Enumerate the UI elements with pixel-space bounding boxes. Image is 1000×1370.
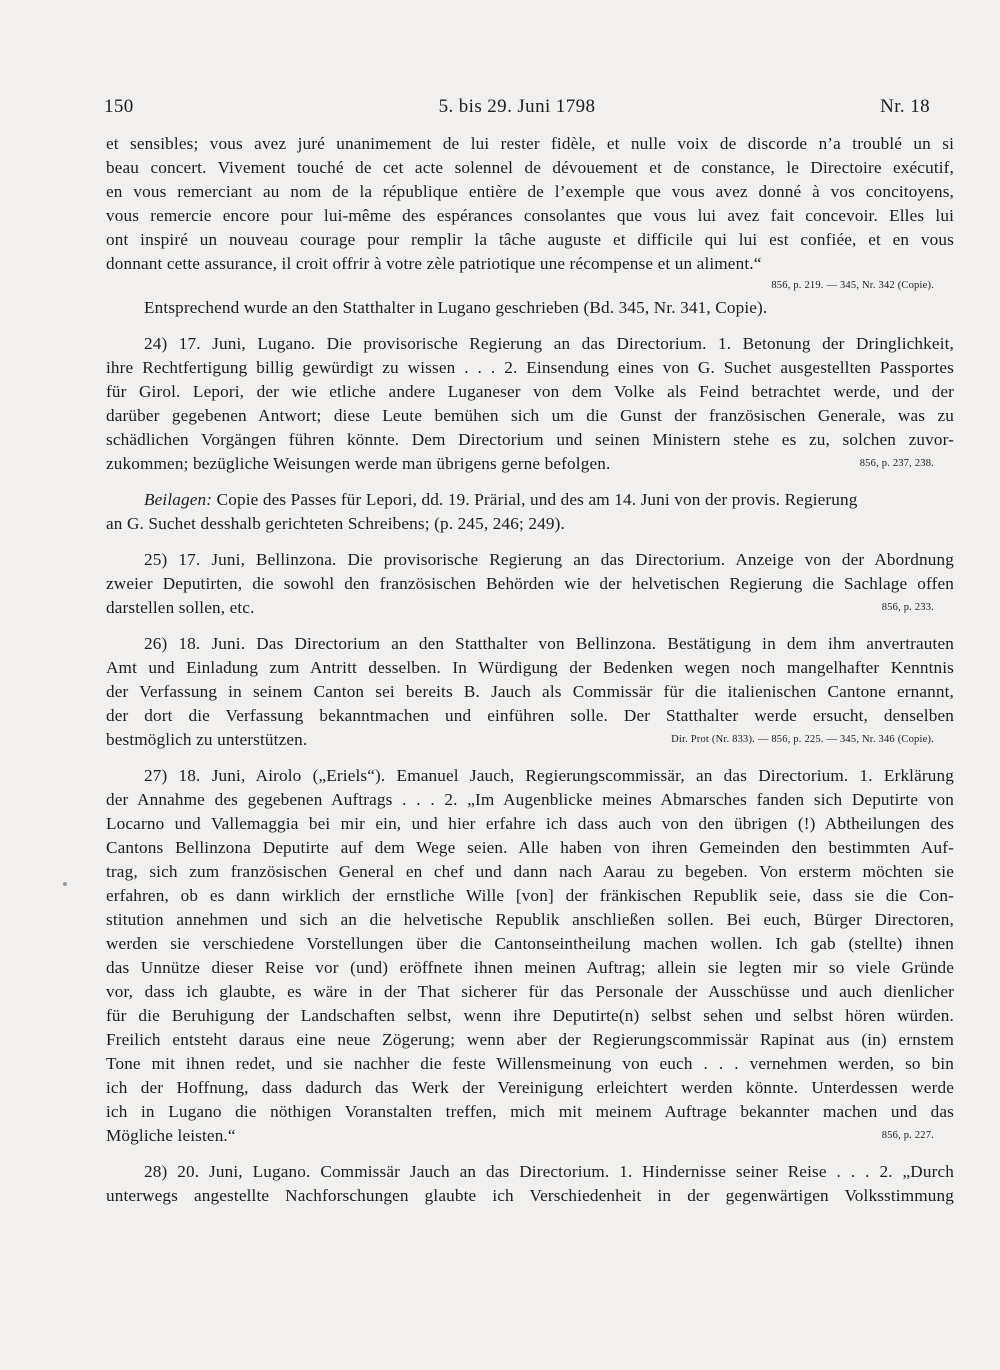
text-line: vous remercie encore pour lui-même des espérances consolantes que vous lui avez fait concevoir. Elles lui xyxy=(106,206,954,225)
text-line: 24) 17. Juni, Lugano. Die provisorische Regierung an das Directorium. 1. Betonung der Dringlichkeit, xyxy=(144,334,954,353)
text-line: ont inspiré un nouveau courage pour remplir la tâche auguste et difficile qui lui est confiée, et en vous xyxy=(106,230,954,249)
text-line: Copie des Passes für Lepori, dd. 19. Prärial, und des am 14. Juni von der provis. Regierung xyxy=(216,490,858,509)
text-line: Locarno und Vallemaggia bei mir ein, und hier erfahre ich dass auch von den übrigen (!) Abtheilungen des xyxy=(106,814,954,833)
text-line: beau concert. Vivement touché de cet acte solennel de dévouement et de constance, le Directoire exécutif, xyxy=(106,158,954,177)
text-line: 26) 18. Juni. Das Directorium an den Statthalter von Bellinzona. Bestätigung in dem ihm anvertrauten xyxy=(144,634,954,653)
text-line: der Verfassung in seinem Canton sei bereits B. Jauch als Commissär für die italienischen Cantone ernannt, xyxy=(106,682,954,701)
text-line-with-ref xyxy=(106,596,954,620)
source-reference: Dir. Prot (Nr. 833). — 856, p. 225. — 345, Nr. 346 (Copie). xyxy=(671,734,934,745)
paragraph-note xyxy=(106,296,954,320)
text-line: unterwegs angestellte Nachforschungen glaubte ich Verschiedenheit in der gegenwärtigen Volksstimmung xyxy=(106,1186,954,1205)
text-line: Tone mit ihnen redet, und sie nachher die feste Willensmeinung von euch . . . vernehmen werden, so bin xyxy=(106,1054,954,1073)
source-reference: 856, p. 227. xyxy=(881,1130,934,1141)
margin-speck xyxy=(63,882,67,886)
section-number: Nr. 18 xyxy=(880,96,930,117)
text-line: an G. Suchet desshalb gerichteten Schreibens; (p. 245, 246; 249). xyxy=(106,514,565,533)
text-line: erfahren, ob es dann wirklich der ernstliche Wille [von] der fränkischen Republik seie, dass sie die Con- xyxy=(106,886,954,905)
entry-24 xyxy=(106,332,954,476)
source-reference: 856, p. 237, 238. xyxy=(859,458,934,469)
page-body xyxy=(106,132,954,1208)
beilagen-label: Beilagen: xyxy=(144,490,213,509)
text-line-with-ref xyxy=(106,728,954,752)
text-line: darstellen sollen, etc. xyxy=(106,598,255,617)
entry-28 xyxy=(106,1160,954,1208)
running-head xyxy=(104,96,930,126)
paragraph-quote-continuation xyxy=(106,132,954,296)
text-line: 27) 18. Juni, Airolo („Eriels“). Emanuel Jauch, Regierungscommissär, an das Directorium. 1. Erklärung xyxy=(144,766,954,785)
text-line: bestmöglich zu unterstützen. xyxy=(106,730,308,749)
text-line: stitution annehmen und sich an die helvetische Republik anschließen sollen. Bei euch, Bürger Directoren, xyxy=(106,910,954,929)
text-line: zweier Deputirten, die sowohl den französischen Behörden wie der helvetischen Regierung die Sachlage offen xyxy=(106,574,954,593)
entry-26 xyxy=(106,632,954,752)
text-line: 25) 17. Juni, Bellinzona. Die provisorische Regierung an das Directorium. Anzeige von der Abordnung xyxy=(144,550,954,569)
text-line: für die Beruhigung der Landschaften selbst, wenn ihre Deputirte(n) selbst sehen und selbst hören würden. xyxy=(106,1006,954,1025)
text-line: ich in Lugano die nöthigen Voranstalten treffen, mich mit meinem Auftrage bekannter machen und das xyxy=(106,1102,954,1121)
page-number: 150 xyxy=(104,96,134,117)
text-line: für Girol. Lepori, der wie etliche andere Luganeser von dem Volke als Feind betrachtet werde, und der xyxy=(106,382,954,401)
text-line-with-ref xyxy=(106,452,954,476)
text-line: der Annahme des gegebenen Auftrags . . . 2. „Im Augenblicke meines Abmarsches fanden sich Deputirte von xyxy=(106,790,954,809)
running-title: 5. bis 29. Juni 1798 xyxy=(438,96,596,117)
text-line: zukommen; bezügliche Weisungen werde man übrigens gerne befolgen. xyxy=(106,454,611,473)
text-line: Entsprechend wurde an den Statthalter in Lugano geschrieben (Bd. 345, Nr. 341, Copie). xyxy=(144,298,768,317)
text-line: en vous remerciant au nom de la république entière de l’exemple que vous avez donné à vos concitoyens, xyxy=(106,182,954,201)
text-line: Freilich entsteht daraus eine neue Zögerung; wenn aber der Regierungscommissär Rapinat aus (in) ernstem xyxy=(106,1030,954,1049)
text-line: das Unnütze dieser Reise vor (und) eröffnete ihnen meinen Auftrag; allein sie legten mir so viele Gründe xyxy=(106,958,954,977)
text-line: ich der Hoffnung, dass dadurch das Werk der Vereinigung erleichtert werden könnte. Unterdessen werde xyxy=(106,1078,954,1097)
source-reference: 856, p. 219. — 345, Nr. 342 (Copie). xyxy=(771,280,934,291)
text-line: et sensibles; vous avez juré unanimement de lui rester fidèle, et nulle voix de discorde n’a troublé un si xyxy=(106,134,954,153)
text-line: schädlichen Vorgängen führen könnte. Dem Directorium und seinen Ministern stehe es zu, solchen zuvor- xyxy=(106,430,954,449)
text-line: Amt und Einladung zum Antritt desselben. In Würdigung der Bedenken wegen noch mangelhafter Kenntnis xyxy=(106,658,954,677)
text-line: darüber gegebenen Antwort; diese Leute bemühen sich um die Gunst der französischen Generale, was zu xyxy=(106,406,954,425)
beilagen-line xyxy=(106,488,954,512)
text-line: Cantons Bellinzona Deputirte auf dem Wege seien. Alle haben von ihren Gemeinden den bestimmten Auf- xyxy=(106,838,954,857)
text-line: vor, dass ich glaubte, es wäre in der That sicherer für das Personale der Ausschüsse und auch dienlicher xyxy=(106,982,954,1001)
text-line-with-ref xyxy=(106,1124,954,1148)
text-line: ihre Rechtfertigung billig gewürdigt zu wissen . . . 2. Einsendung eines von G. Suchet ausgestellten Passportes xyxy=(106,358,954,377)
entry-27 xyxy=(106,764,954,1148)
text-line: der dort die Verfassung bekanntmachen und einführen solle. Der Statthalter werde ersucht, denselben xyxy=(106,706,954,725)
source-reference: 856, p. 233. xyxy=(881,602,934,613)
text-line: werden sie verschiedene Vorstellungen über die Cantonseintheilung machen wollen. Ich gab (stellte) ihnen xyxy=(106,934,954,953)
text-line: trag, sich zum französischen General en chef und dann nach Aarau zu begeben. Von ersterm möchten sie xyxy=(106,862,954,881)
entry-25 xyxy=(106,548,954,620)
entry-24-beilagen xyxy=(106,488,954,536)
text-line: donnant cette assurance, il croit offrir à votre zèle patriotique une récompense et un aliment.“ xyxy=(106,254,762,273)
text-line: Mögliche leisten.“ xyxy=(106,1126,236,1145)
text-line: 28) 20. Juni, Lugano. Commissär Jauch an das Directorium. 1. Hindernisse seiner Reise . . . 2. „Durch xyxy=(144,1162,954,1181)
